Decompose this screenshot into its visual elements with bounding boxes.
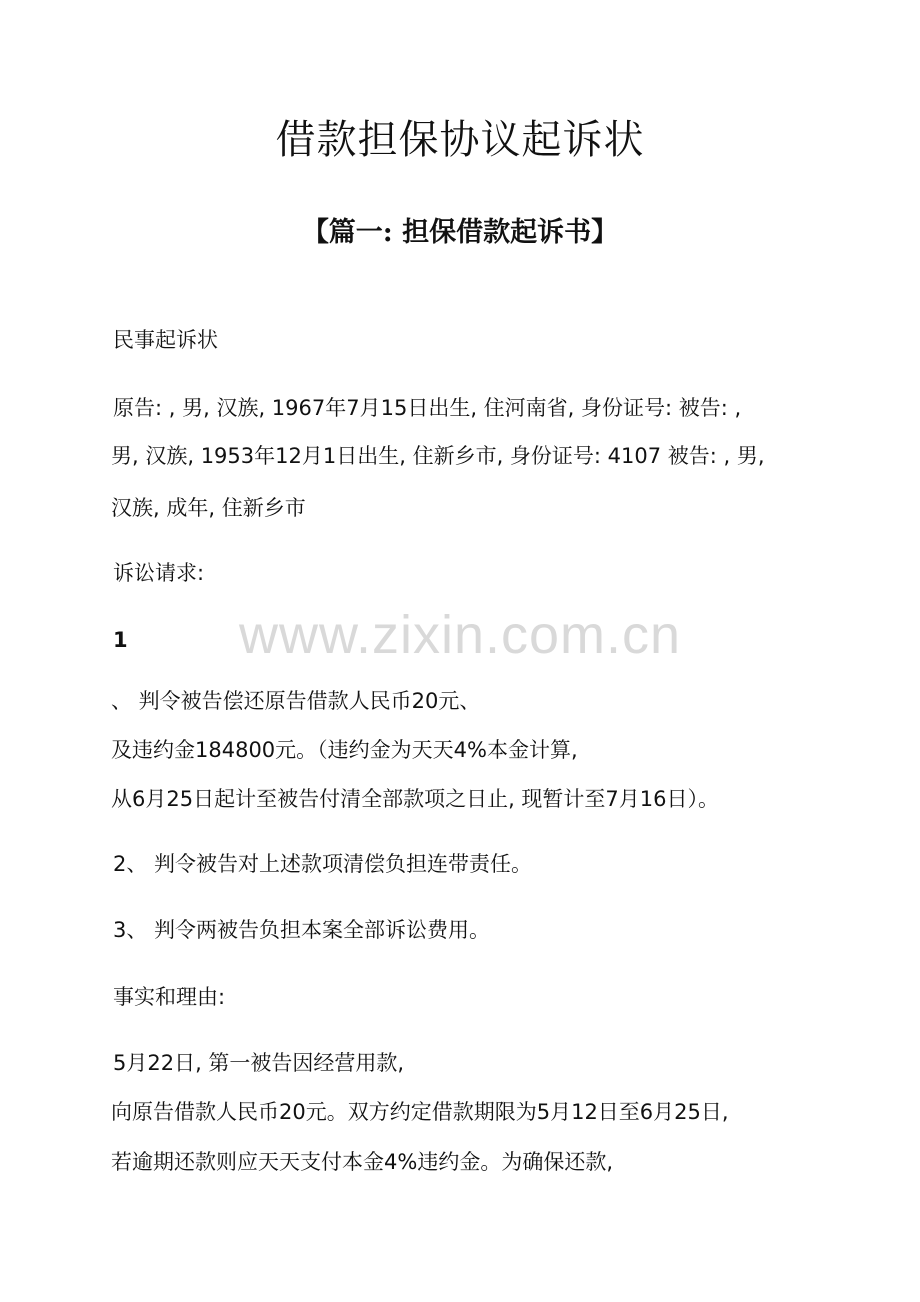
body-line: 男, 汉族, 1953年12月1日出生, 住新乡市, 身份证号: 4107 被告: , 男,: [111, 444, 765, 468]
list-item-number: 1: [113, 628, 128, 652]
body-line: 向原告借款人民币20元。双方约定借款期限为5月12日至6月25日,: [111, 1100, 729, 1124]
section-heading-claims: 诉讼请求:: [113, 561, 205, 585]
body-line: 从6月25日起计至被告付清全部款项之日止, 现暂计至7月16日）。: [111, 787, 720, 811]
document-title: 借款担保协议起诉状: [275, 117, 645, 163]
watermark-text: www.zixin.com.cn: [238, 605, 682, 665]
section-heading-complaint: 民事起诉状: [113, 328, 218, 352]
document-subtitle: 【篇一: 担保借款起诉书】: [301, 217, 619, 248]
body-line: 、 判令被告偿还原告借款人民币20元、: [111, 689, 481, 713]
body-line: 汉族, 成年, 住新乡市: [111, 496, 306, 520]
section-heading-facts: 事实和理由:: [113, 985, 226, 1009]
body-line: 原告: , 男, 汉族, 1967年7月15日出生, 住河南省, 身份证号: 被告: ,: [113, 396, 742, 420]
list-item: 2、 判令被告对上述款项清偿负担连带责任。: [113, 852, 533, 876]
body-line: 及违约金184800元。（违约金为天天4%本金计算,: [111, 738, 578, 762]
body-line: 若逾期还款则应天天支付本金4%违约金。为确保还款,: [111, 1150, 613, 1174]
body-line: 5月22日, 第一被告因经营用款,: [113, 1051, 405, 1075]
list-item: 3、 判令两被告负担本案全部诉讼费用。: [113, 918, 491, 942]
